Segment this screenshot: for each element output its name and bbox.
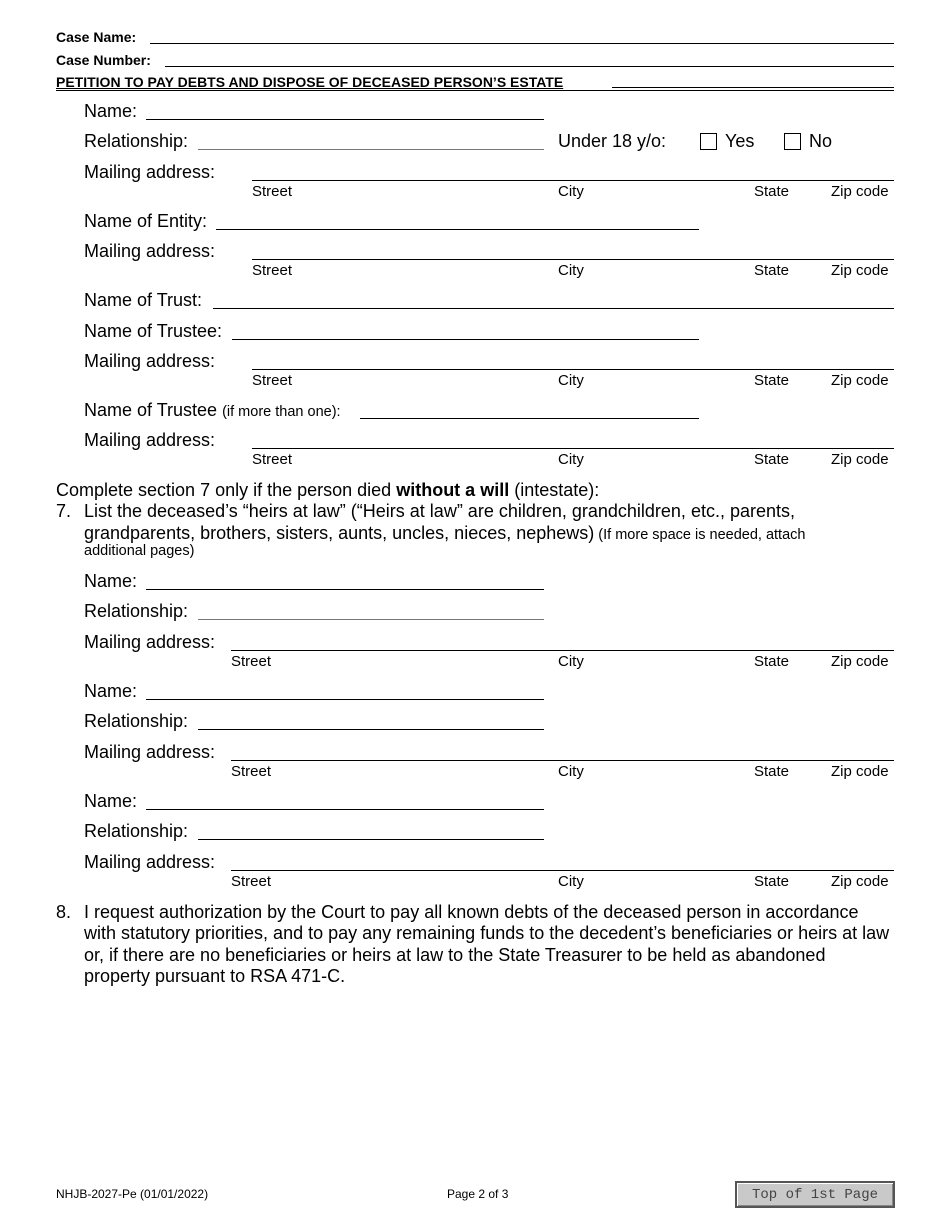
title-underline [612, 87, 894, 88]
street-caption: Street [231, 763, 272, 780]
section7-text-line1: List the deceased’s “heirs at law” (“Heirs at law” are children, grandchildren, etc., parents, [84, 501, 795, 521]
heir3-mailing-field[interactable] [231, 870, 894, 871]
trustee2-name-label: Name of Trustee (if more than one): [84, 400, 341, 420]
street-caption: Street [231, 873, 272, 890]
section7-text-line2: grandparents, brothers, sisters, aunts, uncles, nieces, nephews) (If more space is needed, attach [84, 523, 806, 543]
heir1-name-field[interactable] [146, 589, 544, 590]
trustee-name-field[interactable] [232, 339, 699, 340]
state-caption: State [754, 451, 790, 468]
form-id: NHJB-2027-Pe (01/01/2022) [56, 1187, 209, 1201]
mailing-address-label: Mailing address: [84, 162, 216, 182]
zip-caption: Zip code [831, 262, 889, 279]
city-caption: City [558, 183, 584, 200]
heir2-relationship-label: Relationship: [84, 711, 189, 731]
state-caption: State [754, 653, 790, 670]
zip-caption: Zip code [831, 372, 889, 389]
top-of-first-page-button[interactable]: Top of 1st Page [735, 1181, 895, 1208]
zip-caption: Zip code [831, 183, 889, 200]
section8-number: 8. [56, 902, 72, 922]
under18-yes-label: Yes [725, 131, 755, 151]
trustee-mailing-label: Mailing address: [84, 351, 216, 371]
street-caption: Street [252, 262, 293, 279]
heir1-name-label: Name: [84, 571, 138, 591]
state-caption: State [754, 763, 790, 780]
city-caption: City [558, 873, 584, 890]
section8-text-line2: with statutory priorities, and to pay any remaining funds to the decedent’s beneficiaries or heirs at law [84, 923, 890, 943]
heir2-mailing-label: Mailing address: [84, 742, 216, 762]
trust-name-field[interactable] [213, 308, 894, 309]
case-name-field[interactable] [150, 43, 894, 44]
street-caption: Street [252, 372, 293, 389]
trustee2-mailing-label: Mailing address: [84, 430, 216, 450]
zip-caption: Zip code [831, 653, 889, 670]
state-caption: State [754, 372, 790, 389]
city-caption: City [558, 372, 584, 389]
heir3-mailing-label: Mailing address: [84, 852, 216, 872]
heir2-name-field[interactable] [146, 699, 544, 700]
city-caption: City [558, 451, 584, 468]
heir2-name-label: Name: [84, 681, 138, 701]
zip-caption: Zip code [831, 763, 889, 780]
entity-mailing-field[interactable] [252, 259, 894, 260]
title-rule [56, 90, 894, 91]
heir1-mailing-field[interactable] [231, 650, 894, 651]
section7-text-line3: additional pages) [84, 543, 195, 559]
street-caption: Street [231, 653, 272, 670]
heir3-name-field[interactable] [146, 809, 544, 810]
relationship-field[interactable] [198, 149, 544, 150]
section7-intro: Complete section 7 only if the person died without a will (intestate): [56, 480, 600, 500]
city-caption: City [558, 763, 584, 780]
state-caption: State [754, 183, 790, 200]
street-caption: Street [252, 451, 293, 468]
section7-number: 7. [56, 501, 72, 521]
name-field[interactable] [146, 119, 544, 120]
trust-name-label: Name of Trust: [84, 290, 203, 310]
page-title: PETITION TO PAY DEBTS AND DISPOSE OF DECEASED PERSON’S ESTATE [56, 74, 564, 90]
case-number-field[interactable] [165, 66, 894, 67]
section8-text-line3: or, if there are no beneficiaries or heirs at law to the State Treasurer to be held as abandoned [84, 945, 826, 965]
heir1-relationship-label: Relationship: [84, 601, 189, 621]
state-caption: State [754, 262, 790, 279]
under18-yes-checkbox[interactable] [700, 133, 717, 150]
trustee2-mailing-field[interactable] [252, 448, 894, 449]
heir3-relationship-field[interactable] [198, 839, 544, 840]
street-caption: Street [252, 183, 293, 200]
trustee-name-label: Name of Trustee: [84, 321, 223, 341]
page-number: Page 2 of 3 [447, 1187, 509, 1201]
heir3-relationship-label: Relationship: [84, 821, 189, 841]
mailing-address-field[interactable] [252, 180, 894, 181]
name-label: Name: [84, 101, 138, 121]
under18-no-label: No [809, 131, 833, 151]
relationship-label: Relationship: [84, 131, 189, 151]
section8-text-line1: I request authorization by the Court to pay all known debts of the deceased person in accordance [84, 902, 859, 922]
trustee-mailing-field[interactable] [252, 369, 894, 370]
heir2-relationship-field[interactable] [198, 729, 544, 730]
city-caption: City [558, 653, 584, 670]
heir1-mailing-label: Mailing address: [84, 632, 216, 652]
state-caption: State [754, 873, 790, 890]
city-caption: City [558, 262, 584, 279]
under18-no-checkbox[interactable] [784, 133, 801, 150]
zip-caption: Zip code [831, 873, 889, 890]
trustee2-name-field[interactable] [360, 418, 699, 419]
case-name-label: Case Name: [56, 29, 137, 45]
heir3-name-label: Name: [84, 791, 138, 811]
under18-label: Under 18 y/o: [558, 131, 667, 151]
entity-name-label: Name of Entity: [84, 211, 208, 231]
entity-mailing-label: Mailing address: [84, 241, 216, 261]
heir1-relationship-field[interactable] [198, 619, 544, 620]
heir2-mailing-field[interactable] [231, 760, 894, 761]
section8-text-line4: property pursuant to RSA 471-C. [84, 966, 346, 986]
case-number-label: Case Number: [56, 52, 151, 68]
entity-name-field[interactable] [216, 229, 699, 230]
zip-caption: Zip code [831, 451, 889, 468]
